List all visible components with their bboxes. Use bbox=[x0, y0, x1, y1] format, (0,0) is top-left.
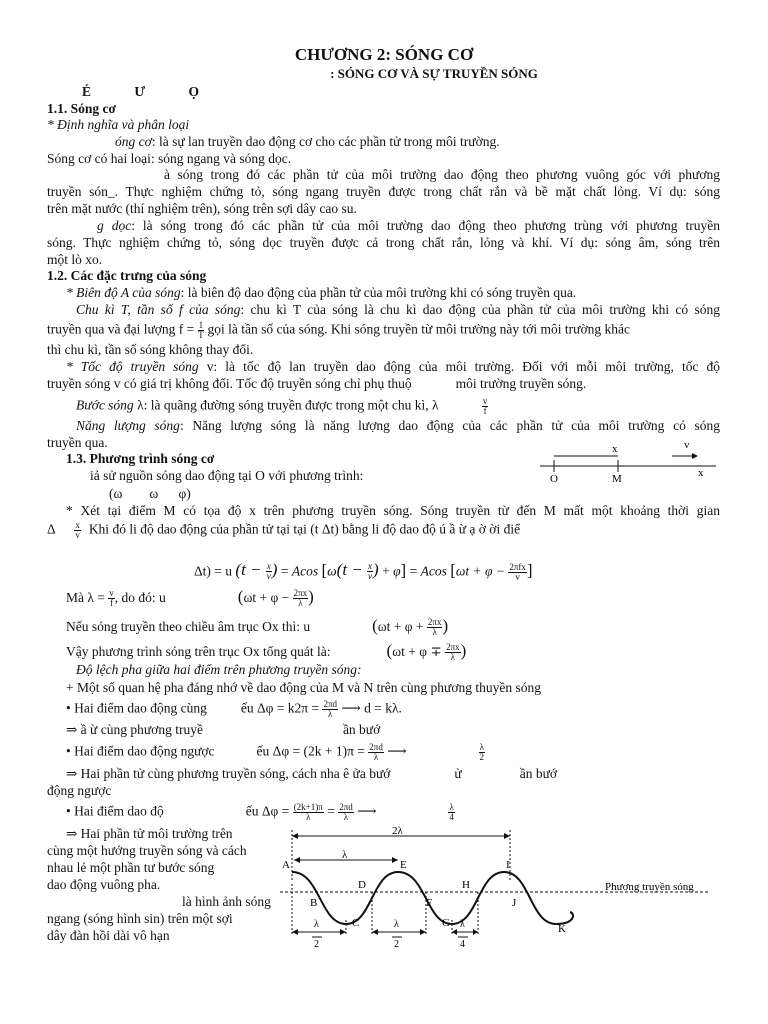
anti-phase-conclusion-2: động ngược bbox=[47, 783, 112, 798]
figure-caption-2: ngang (sóng hình sin) trên một sợi bbox=[47, 911, 233, 926]
longitudinal-def-3: một lò xo. bbox=[47, 252, 103, 267]
wave-types: Sóng cơ có hai loại: sóng ngang và sóng dọc. bbox=[47, 151, 292, 166]
point-d: D bbox=[358, 879, 366, 891]
transverse-def-2: truyền són_. Thực nghiệm chứng tỏ, sóng ngang truyền được trong chất rắn và bề mặt chất lỏng. Ví dụ: sóng bbox=[47, 184, 720, 199]
half-lambda-2-den: 2 bbox=[394, 939, 399, 950]
axis-o: O bbox=[550, 473, 558, 485]
speed-def-2: truyền sóng v có giá trị không đổi. Tốc độ truyền sóng chỉ phụ thuộ môi trường truyền sóng. bbox=[47, 376, 587, 391]
equation-2: Mà λ = $\frac{v}{f}$ , do đó: u (ωt + φ − $\frac{2\pi x}{\lambda}$ ) bbox=[66, 587, 314, 609]
point-e: E bbox=[400, 859, 407, 871]
quadrature-text-1: ⇒ Hai phần tử môi trường trên bbox=[66, 826, 233, 841]
source-equation-intro: iả sử nguồn sóng dao động tại O với phương trình: bbox=[90, 468, 364, 483]
axis-v: v bbox=[684, 439, 690, 451]
point-c: C bbox=[352, 917, 360, 929]
definition-heading: * Định nghĩa và phân loại bbox=[47, 117, 190, 132]
figure-caption-1: là hình ảnh sóng bbox=[182, 894, 271, 909]
point-m-time: Δ $\frac{x}{v}$ Khi đó li độ dao động của phần tử tại tại (t Δt) bằng li độ dao độ ú ầ ừ ạ ờ ời điể bbox=[47, 520, 521, 540]
in-phase-conclusion: ⇒ ầ ừ cùng phương truyề ần bướ bbox=[66, 722, 381, 737]
half-lambda-1: λ bbox=[314, 919, 319, 930]
transverse-def: à sóng trong đó các phần tử của môi trường dao động theo phương vuông góc với phương bbox=[164, 167, 720, 182]
amplitude-def: * Biên độ A của sóng: là biên độ dao động của phần tử của môi trường khi có sóng truyền qua. bbox=[66, 285, 577, 300]
axis-x-mark: x bbox=[612, 443, 618, 455]
quadrature-row: • Hai điểm dao độ ếu Δφ = $\frac{(2k+1)\pi}{\lambda}$ = $\frac{2\pi d}{\lambda}$ ⟶ $\frac{\lambda}{4}$ bbox=[66, 802, 454, 822]
two-lambda-label: 2λ bbox=[392, 825, 403, 837]
axis-x: x bbox=[698, 467, 704, 479]
anti-phase-conclusion: ⇒ Hai phần tử cùng phương truyền sóng, cách nha ê ửa bướ ử ần bướ bbox=[66, 766, 558, 781]
phase-relations-intro: + Một số quan hệ pha đáng nhớ về dao động của M và N trên cùng phương thuyền sóng bbox=[66, 680, 541, 695]
lesson-subtitle: : SÓNG CƠ VÀ SỰ TRUYỀN SÓNG bbox=[330, 66, 538, 81]
period-def-2: truyền qua và đại lượng f = $\frac{1}{T}$ gọi là tần số của sóng. Khi sóng truyền từ môi trường này tới môi trường khác bbox=[47, 320, 630, 340]
point-f: F bbox=[426, 897, 433, 909]
equation-1: Δt) = u (t − $\frac{x}{v}$ ) = Acos [ω(t − $\frac{x}{v}$ ) + φ] = Acos [ωt + φ − $\frac{\text{2πfx}}{v}$ ] bbox=[194, 560, 533, 582]
axis-figure bbox=[532, 436, 722, 486]
anti-phase-row: • Hai điểm dao động ngược ếu Δφ = (2k + 1)π = $\frac{2\pi d}{\lambda}$ ⟶ $\frac{\lambda}{2}$ bbox=[66, 742, 484, 762]
energy-def-2: truyền qua. bbox=[47, 435, 108, 450]
point-j: J bbox=[512, 897, 517, 909]
wavelength-def: Bước sóng λ: là quãng đường sóng truyền được trong một chu kì, λ $\frac{v}{f}$ bbox=[76, 396, 488, 416]
quadrature-text-2: cùng một hướng truyền sóng và cách bbox=[47, 843, 247, 858]
point-i: I bbox=[506, 859, 510, 871]
axis-m: M bbox=[612, 473, 622, 485]
section-label: É Ư Ọ bbox=[82, 84, 199, 99]
lambda-label: λ bbox=[342, 849, 348, 861]
energy-def: Năng lượng sóng: Năng lượng sóng là năng lượng dao động của các phần tử của môi trường có sóng bbox=[76, 418, 721, 433]
heading-1-2: 1.2. Các đặc trưng của sóng bbox=[47, 268, 207, 283]
speed-def: * Tốc độ truyền sóng v: là tốc độ lan truyền dao động của môi trường. Đối với mỗi môi trường, tốc độ bbox=[66, 359, 721, 374]
point-m-intro: * Xét tại điểm M có tọa độ x trên phương truyền sóng. Sóng truyền từ đến M mất một khoảng thời gian bbox=[66, 503, 720, 518]
point-b: B bbox=[310, 897, 318, 909]
longitudinal-def-2: sóng. Thực nghiệm chứng tỏ, sóng dọc truyền được cả trong chất rắn, lỏng và khí. Ví dụ: sóng âm, sóng trên bbox=[47, 235, 720, 250]
source-equation: (ω ω φ) bbox=[109, 486, 191, 501]
quadrature-text-4: dao động vuông pha. bbox=[47, 877, 161, 892]
longitudinal-def: g dọc: là sóng trong đó các phần tử của môi trường dao động theo phương trùng với phương truyền bbox=[97, 218, 720, 233]
transverse-def-3: trên mặt nước (thí nghiệm trên), sóng trên sợi dây cao su. bbox=[47, 201, 357, 216]
equation-3: Nếu sóng truyền theo chiều âm trục Ox thì: u (ωt + φ + $\frac{2\pi x}{\lambda}$ ) bbox=[66, 616, 449, 638]
point-a: A bbox=[282, 859, 290, 871]
equation-4: Vậy phương trình sóng trên trục Ox tổng quát là: (ωt + φ ∓ $\frac{2\pi x}{\lambda}$ ) bbox=[66, 641, 467, 663]
point-g: G bbox=[442, 917, 450, 929]
quadrature-text-3: nhau lẻ một phần tư bước sóng bbox=[47, 860, 215, 875]
quarter-lambda: λ bbox=[460, 919, 465, 930]
page-title: CHƯƠNG 2: SÓNG CƠ bbox=[294, 45, 474, 64]
heading-1-1: 1.1. Sóng cơ bbox=[47, 101, 116, 116]
point-h: H bbox=[462, 879, 470, 891]
wave-definition: óng cơ: là sự lan truyền dao động cơ cho các phần tử trong môi trường. bbox=[115, 134, 500, 149]
half-lambda-2: λ bbox=[394, 919, 399, 930]
propagation-label: Phương truyền sóng bbox=[605, 881, 694, 893]
figure-caption-3: dây đàn hồi dài vô hạn bbox=[47, 928, 170, 943]
period-def-3: thì chu kì, tần số sóng không thay đổi. bbox=[47, 342, 254, 357]
phase-heading: Độ lệch pha giữa hai điểm trên phương truyền sóng: bbox=[76, 662, 362, 677]
period-def: Chu kì T, tần số f của sóng: chu kì T của sóng là chu kì dao động của phần tử của môi trường khi có sóng bbox=[76, 302, 720, 317]
half-lambda-1-den: 2 bbox=[314, 939, 319, 950]
heading-1-3: 1.3. Phương trình sóng cơ bbox=[66, 451, 215, 466]
wave-figure bbox=[280, 824, 720, 954]
point-k: K bbox=[558, 923, 566, 935]
in-phase-row: • Hai điểm dao động cùng ếu Δφ = k2π = $\frac{2\pi d}{\lambda}$ ⟶ d = kλ. bbox=[66, 699, 402, 719]
quarter-lambda-den: 4 bbox=[460, 939, 465, 950]
